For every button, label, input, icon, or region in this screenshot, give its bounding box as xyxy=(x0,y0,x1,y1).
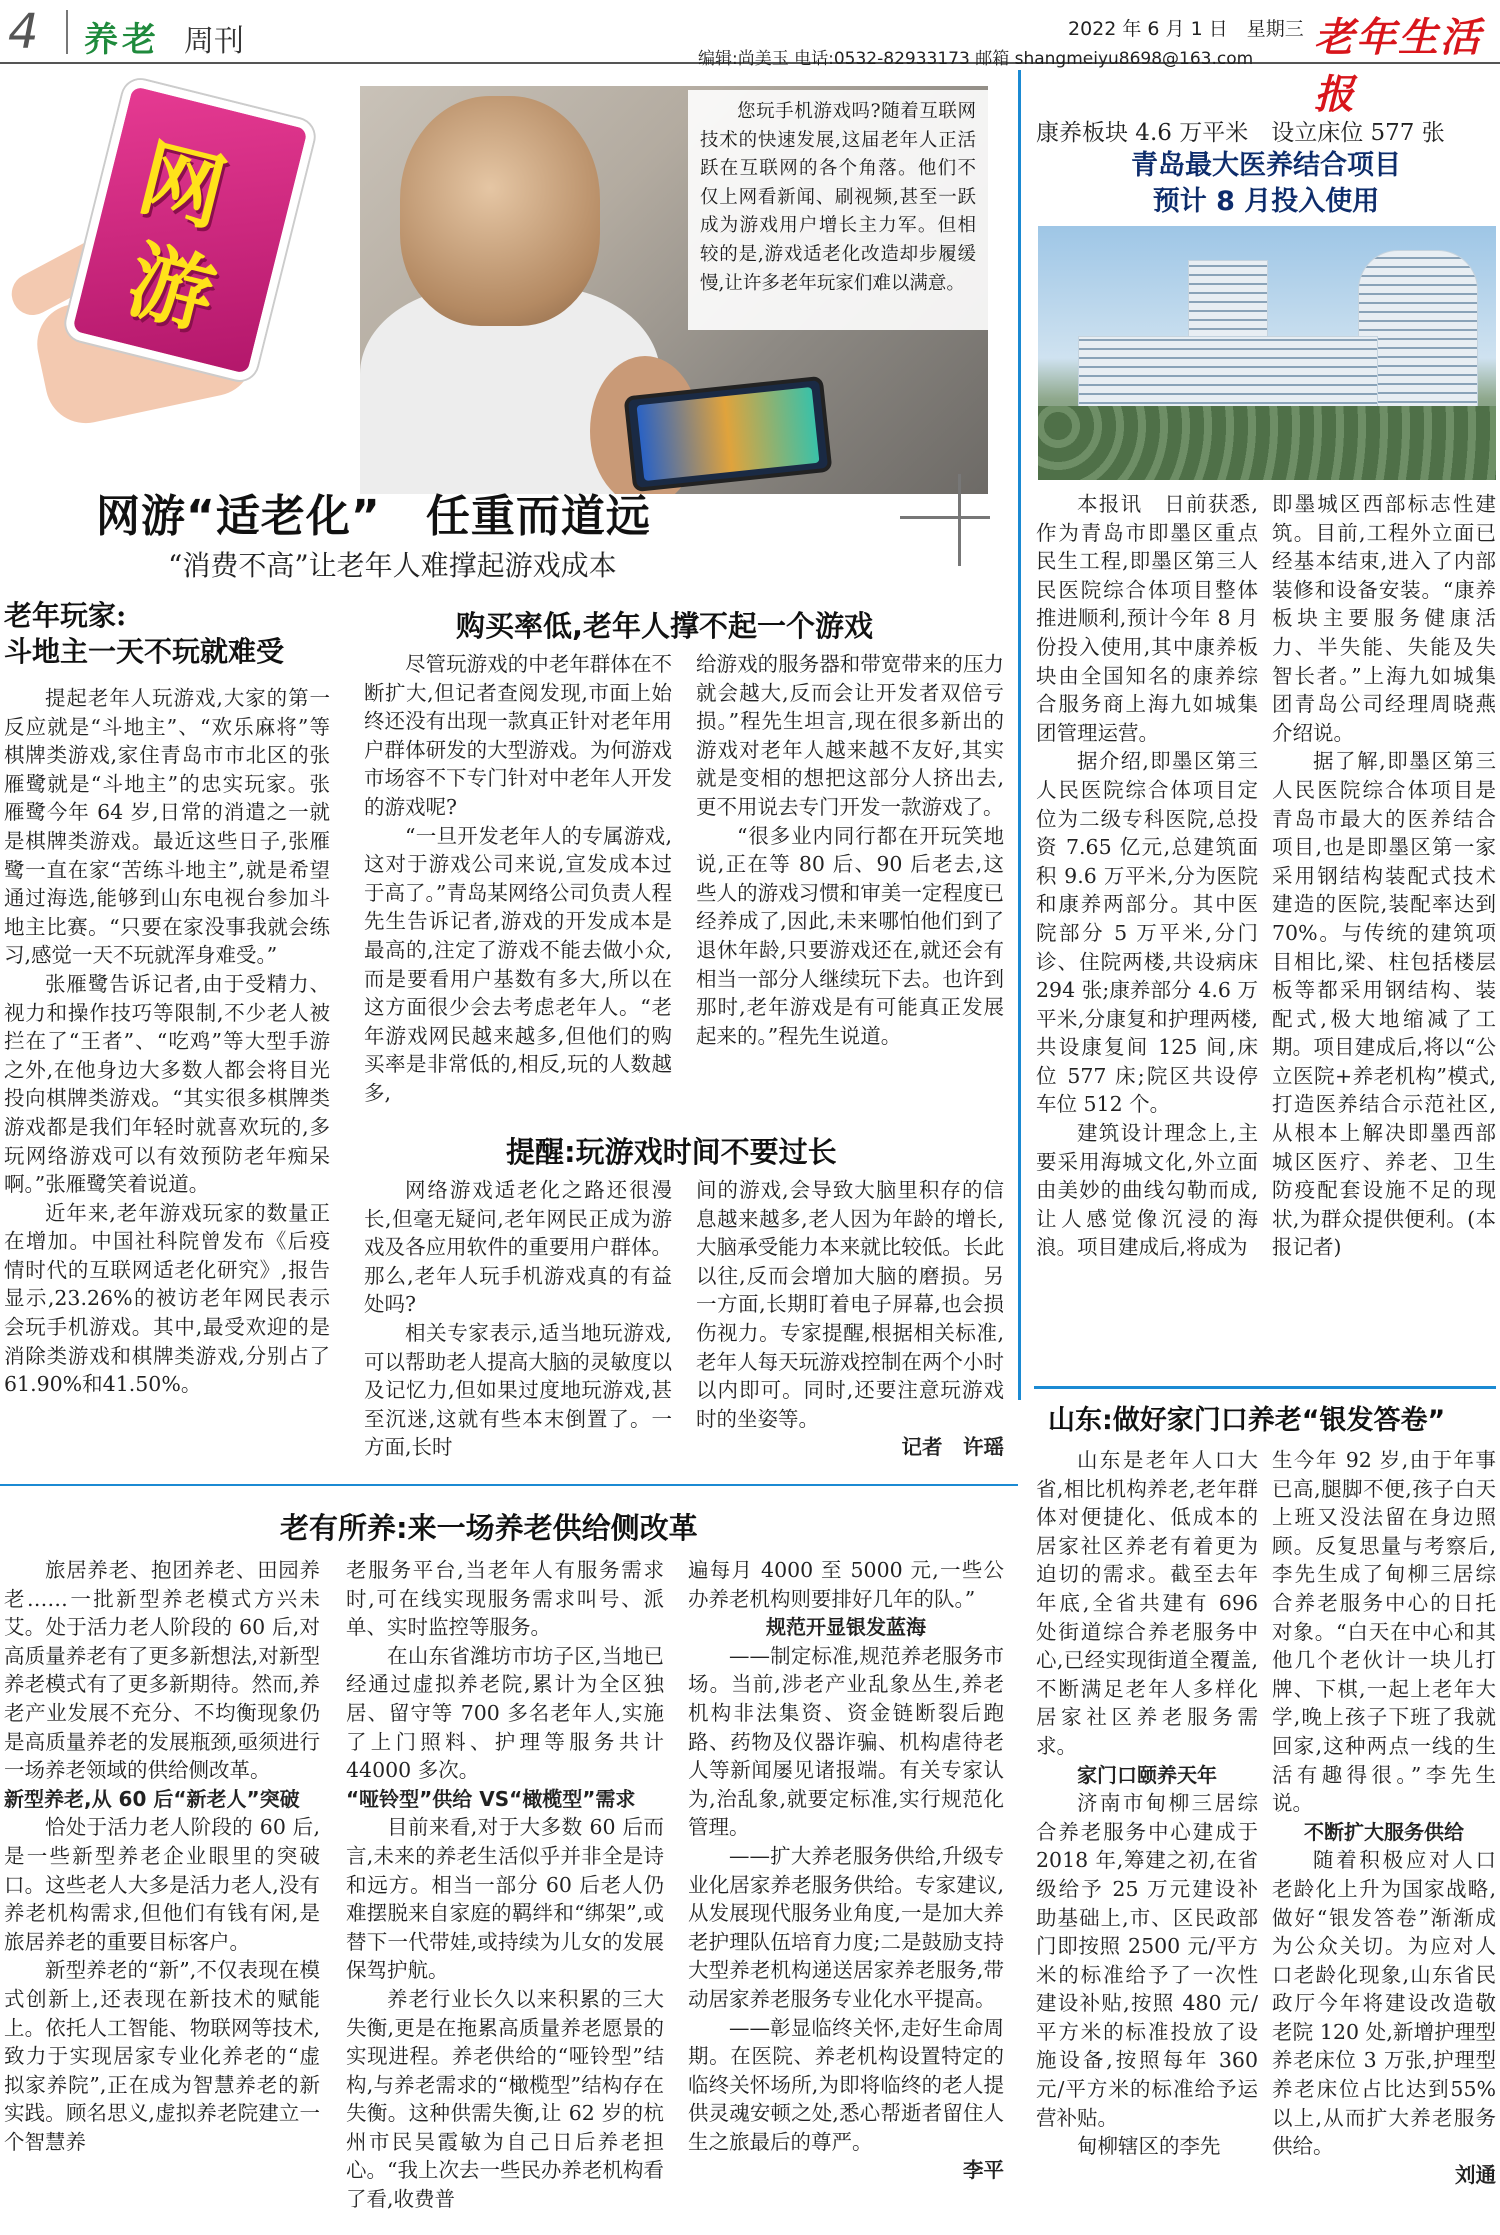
section-b-col-1 xyxy=(364,650,672,1108)
tablet-illustration xyxy=(62,76,317,383)
decor-line xyxy=(900,516,990,519)
paragraph: 恰处于活力老人阶段的 60 后,是一些新型养老企业眼里的突破口。这些老人大多是活力老人,没有养老机构需求,但他们有钱有闲,是旅居养老的重要目标客户。 xyxy=(4,1815,320,1954)
paragraph: 在山东省潍坊市坊子区,当地已经通过虚拟养老院,累计为全区独居、留守等 700 多名老年人,实施了上门照料、护理等服务共计 44000 多次。 xyxy=(346,1643,664,1783)
decor-line xyxy=(958,474,961,566)
right-headline-line-1: 青岛最大医养结合项目 xyxy=(1131,150,1401,181)
issue-date: 2022 年 6 月 1 日 星期三 xyxy=(1068,18,1304,40)
paragraph: ——制定标准,规范养老服务市场。当前,涉老产业乱象丛生,养老机构非法集资、资金链断裂后跑路、药物及仪器诈骗、机构虐待老人等新闻屡见诸报端。有关专家认为,治乱象,就要定标准,实行规范化管理。 xyxy=(688,1643,1004,1840)
paragraph: 目前来看,对于大多数 60 后而言,未来的养老生活似乎并非全是诗和远方。相当一部分 60 后老人仍难摆脱来自家庭的羁绊和“绑架”,或替下一代带娃,或持续为儿女的发展保驾护航。 xyxy=(346,1815,664,1983)
paragraph: 山东是老年人口大省,相比机构养老,老年群体对便捷化、低成本的居家社区养老有着更为迫切的需求。截至去年年底,全省共建有 696 处街道综合养老服务中心,已经实现街道全覆盖,不断满足老年人多样化居家社区养老服务需求。 xyxy=(1036,1448,1258,1758)
shandong-subhead-1: 家门口颐养天年 xyxy=(1077,1762,1217,1787)
paragraph: 据介绍,即墨区第三人民医院综合体项目定位为二级专科医院,总投资 7.65 亿元,总建筑面积 9.6 万平米,分为医院和康养两部分。其中医院部分 5 万平米,分门诊、住院两楼,共设病床 294 张;康养部分 4.6 万平米,分康复和护理两楼,共设康复间 125 间,床位 577 床;院区共设停车位 512 个。 xyxy=(1036,749,1258,1117)
paragraph: 老服务平台,当老年人有服务需求时,可在线实现服务需求叫号、派单、实时监控等服务。 xyxy=(346,1558,664,1640)
section-a-title-2: 斗地主一天不玩就难受 xyxy=(4,635,285,668)
paragraph: 甸柳辖区的李先 xyxy=(1077,2134,1221,2159)
masthead xyxy=(0,0,1500,118)
paragraph: 即墨城区西部标志性建筑。目前,工程外立面已经基本结束,进入了内部装修和设备安装。“康养板块主要服务健康活力、半失能、失能及失智长者。”上海九如城集团青岛公司经理周晓燕介绍说。 xyxy=(1272,492,1496,745)
section-subtitle: 周刊 xyxy=(184,24,244,59)
photo-phone xyxy=(624,376,833,492)
section-c-col-1 xyxy=(364,1176,672,1462)
editor-contact: 编辑:尚美玉 电话:0532-82933173 邮箱 shangmeiyu8698@163.com xyxy=(698,49,1254,69)
byline: 记者 许瑶 xyxy=(901,1435,1004,1460)
subheadline: “消费不高”让老年人难撑起游戏成本 xyxy=(168,549,617,582)
section-b-col-2 xyxy=(696,650,1004,1050)
bottom-subhead-3: 规范开显银发蓝海 xyxy=(766,1615,926,1640)
photo-trees xyxy=(1038,406,1496,480)
right-col-1 xyxy=(1036,490,1258,1262)
paragraph: 随着积极应对人口老龄化上升为国家战略,做好“银发答卷”渐渐成为公众关切。为应对人口老龄化现象,山东省民政厅今年将建设改造敬老院 120 处,新增护理型养老床位 3 万张,护理型养老床位占比达到55%以上,从而扩大养老服务供给。 xyxy=(1272,1848,1496,2159)
paragraph: “一旦开发老年人的专属游戏,这对于游戏公司来说,宣发成本过于高了。”青岛某网络公司负责人程先生告诉记者,游戏的开发成本是最高的,注定了游戏不能去做小众,而是要看用户基数有多大,所以在这方面很少会去考虑老年人。“老年游戏网民越来越多,但他们的购买率是非常低的,相反,玩的人数越多, xyxy=(364,823,672,1105)
shandong-col-1 xyxy=(1036,1446,1258,2161)
section-name: 养老 xyxy=(84,20,160,60)
paragraph: 旅居养老、抱团养老、田园养老……一批新型养老模式方兴未艾。处于活力老人阶段的 60 后,对高质量养老有了更多新想法,对新型养老模式有了更多新期待。然而,养老产业发展不充分、不均衡现象仍是高质量养老的发展瓶颈,亟须进行一场养老领域的供给侧改革。 xyxy=(4,1558,320,1783)
bottom-col-2 xyxy=(346,1556,664,2214)
photo-person-head xyxy=(400,96,600,326)
paragraph: 建筑设计理念上,主要采用海城文化,外立面由美妙的曲线勾勒而成,让人感觉像沉浸的海浪。项目建成后,将成为 xyxy=(1036,1121,1258,1260)
photo-building xyxy=(1078,336,1378,412)
byline: 李平 xyxy=(963,2158,1004,2183)
right-col-2 xyxy=(1272,490,1496,1262)
byline: 刘通 xyxy=(1455,2162,1496,2187)
column-rule xyxy=(1018,70,1021,1400)
paragraph: 间的游戏,会导致大脑里积存的信息越来越多,老人因为年龄的增长,大脑承受能力本来就比较低。长此以往,反而会增加大脑的磨损。另一方面,长期盯着电子屏幕,也会损伤视力。专家提醒,根据相关标准,老年人每天玩游戏控制在两个小时以内即可。同时,还要注意玩游戏时的坐姿等。 xyxy=(696,1178,1004,1431)
headline: 网游“适老化” 任重而道远 xyxy=(96,491,651,542)
page-number: 4 xyxy=(8,4,39,60)
tablet-char-2: 游 xyxy=(118,229,225,346)
section-a-body xyxy=(4,684,330,1399)
right-headline xyxy=(1036,148,1496,220)
hospital-photo xyxy=(1038,226,1496,480)
bottom-subhead-1: 新型养老,从 60 后“新老人”突破 xyxy=(4,1786,300,1811)
paragraph: 遍每月 4000 至 5000 元,一些公办养老机构则要排好几年的队。” xyxy=(688,1558,1004,1611)
hero-intro: 您玩手机游戏吗?随着互联网技术的快速发展,这届老年人正活跃在互联网的各个角落。他们不仅上网看新闻、刷视频,甚至一跃成为游戏用户增长主力军。但相较的是,游戏适老化改造却步履缓慢,让许多老年玩家们难以满意。 xyxy=(688,90,988,330)
paragraph: 生今年 92 岁,由于年事已高,腿脚不便,孩子白天上班又没法留在身边照顾。反复思量与考察后,李先生成了甸柳三居综合养老服务中心的日托对象。“白天在中心和其他几个老伙计一块儿打牌、下棋,一起上老年大学,晚上孩子下班了我就回家,这种两点一线的生活有趣得很。”李先生说。 xyxy=(1272,1448,1496,1816)
bottom-col-1 xyxy=(4,1556,320,2156)
paragraph: 新型养老的“新”,不仅表现在模式创新上,还表现在新技术的赋能上。依托人工智能、物联网等技术,致力于实现居家专业化养老的“虚拟家养院”,正在成为智慧养老的新实践。顾名思义,虚拟养老院建立一个智慧养 xyxy=(4,1958,320,2154)
section-c-col-2 xyxy=(696,1176,1004,1462)
paragraph: 张雁鹭告诉记者,由于受精力、视力和操作技巧等限制,不少老人被拦在了“王者”、“吃鸡”等大型手游之外,在他身边大多数人都会将目光投向棋牌类游戏。“其实很多棋牌类游戏都是我们年轻时就喜欢玩的,多玩网络游戏可以有效预防老年痴呆啊。”张雁鹭笑着说道。 xyxy=(4,971,330,1197)
bottom-title: 老有所养:来一场养老供给侧改革 xyxy=(280,1511,698,1545)
paragraph: 据了解,即墨区第三人民医院综合体项目是青岛市最大的医养结合项目,也是即墨区第一家采用钢结构装配式技术建造的医院,装配率达到70%。与传统的建筑项目相比,梁、柱包括楼层板等都采用钢结构、装配式,极大地缩减了工期。项目建成后,将以“公立医院+养老机构”模式,打造医养结合示范社区,从根本上解决即墨西部城区医疗、养老、卫生防疫配套设施不足的现状,为群众提供便利。(本报记者) xyxy=(1272,749,1496,1260)
paragraph: 养老行业长久以来积累的三大失衡,更是在拖累高质量养老愿景的实现进程。养老供给的“哑铃型”结构,与养老需求的“橄榄型”结构存在失衡。这种供需失衡,让 62 岁的杭州市民吴霞敏为自己日后养老担心。“我上次去一些民办养老机构看了看,收费普 xyxy=(346,1986,664,2212)
paragraph: 网络游戏适老化之路还很漫长,但毫无疑问,老年网民正成为游戏及各应用软件的重要用户群体。那么,老年人玩手机游戏真的有益处吗? xyxy=(364,1178,672,1317)
bottom-col-3 xyxy=(688,1556,1004,2185)
paragraph: ——彰显临终关怀,走好生命周期。在医院、养老机构设置特定的临终关怀场所,为即将临终的老人提供灵魂安顿之处,悉心帮逝者留住人生之旅最后的尊严。 xyxy=(688,2015,1004,2154)
right-kicker: 康养板块 4.6 万平米 设立床位 577 张 xyxy=(1036,120,1445,146)
newspaper-logo: 老年生活报 xyxy=(1314,14,1482,118)
right-headline-line-2: 预计 8 月投入使用 xyxy=(1152,186,1380,217)
section-a-title-1: 老年玩家: xyxy=(4,599,127,632)
paragraph: ——扩大养老服务供给,升级专业化居家养老服务供给。专家建议,从发展现代服务业角度,一是加大养老护理队伍培育力度;二是鼓励支持大型养老机构递送居家养老服务,带动居家养老服务专业化水平提高。 xyxy=(688,1843,1004,2011)
shandong-subhead-2: 不断扩大服务供给 xyxy=(1304,1819,1464,1844)
paragraph: 相关专家表示,适当地玩游戏,可以帮助老人提高大脑的灵敏度以及记忆力,但如果过度地玩游戏,甚至沉迷,这就有些本末倒置了。一方面,长时 xyxy=(364,1320,672,1460)
shandong-col-2 xyxy=(1272,1446,1496,2189)
paragraph: 本报讯 日前获悉,作为青岛市即墨区重点民生工程,即墨区第三人民医院综合体项目整体推进顺利,预计今年 8 月份投入使用,其中康养板块由全国知名的康养综合服务商上海九如城集团管理运营。 xyxy=(1036,492,1258,745)
masthead-divider xyxy=(66,10,68,54)
paragraph: 近年来,老年游戏玩家的数量正在增加。中国社科院曾发布《后疫情时代的互联网适老化研究》,报告显示,23.26%的被访老年网民表示会玩手机游戏。其中,最受欢迎的是消除类游戏和棋牌类游戏,分别占了61.90%和41.50%。 xyxy=(4,1200,330,1397)
bottom-subhead-2: “哑铃型”供给 VS“橄榄型”需求 xyxy=(346,1786,636,1811)
section-c-title: 提醒:玩游戏时间不要过长 xyxy=(506,1135,837,1169)
tablet-char-1: 网 xyxy=(129,127,236,244)
paragraph: 给游戏的服务器和带宽带来的压力就会越大,反而会让开发者双倍亏损。”程先生坦言,现在很多新出的游戏对老年人越来越不友好,其实就是变相的想把这部分人挤出去,更不用说去专门开发一款游戏了。 xyxy=(696,652,1004,819)
paragraph: 提起老年人玩游戏,大家的第一反应就是“斗地主”、“欢乐麻将”等棋牌类游戏,家住青岛市市北区的张雁鹭就是“斗地主”的忠实玩家。张雁鹭今年 64 岁,日常的消遣之一就是棋牌类游戏。最近这些日子,张雁鹭一直在家“苦练斗地主”,就是希望通过海选,能够到山东电视台参加斗地主比赛。“只要在家没事我就会练习,感觉一天不玩就浑身难受。” xyxy=(4,686,330,968)
paragraph: 尽管玩游戏的中老年群体在不断扩大,但记者查阅发现,市面上始终还没有出现一款真正针对老年用户群体研发的大型游戏。为何游戏市场容不下专门针对中老年人开发的游戏呢? xyxy=(364,652,672,819)
section-b-title: 购买率低,老年人撑不起一个游戏 xyxy=(456,609,874,643)
bottom-article-rule xyxy=(0,1484,1018,1486)
paragraph: 济南市甸柳三居综合养老服务中心建成于 2018 年,筹建之初,在省级给予 25 万元建设补助基础上,市、区民政部门即按照 2500 元/平方米的标准给予了一次性建设补贴,按照 480 元/平方米的标准投放了设施设备,按照每年 360 元/平方米的标准给予运营补贴。 xyxy=(1036,1791,1258,2130)
shandong-title: 山东:做好家门口养老“银发答卷” xyxy=(1048,1405,1446,1436)
paragraph: “很多业内同行都在开玩笑地说,正在等 80 后、90 后老去,这些人的游戏习惯和审美一定程度已经养成了,因此,未来哪怕他们到了退休年龄,只要游戏还在,就还会有相当一部分人继续玩下去。也许到那时,老年游戏是有可能真正发展起来的。”程先生说道。 xyxy=(696,823,1004,1048)
